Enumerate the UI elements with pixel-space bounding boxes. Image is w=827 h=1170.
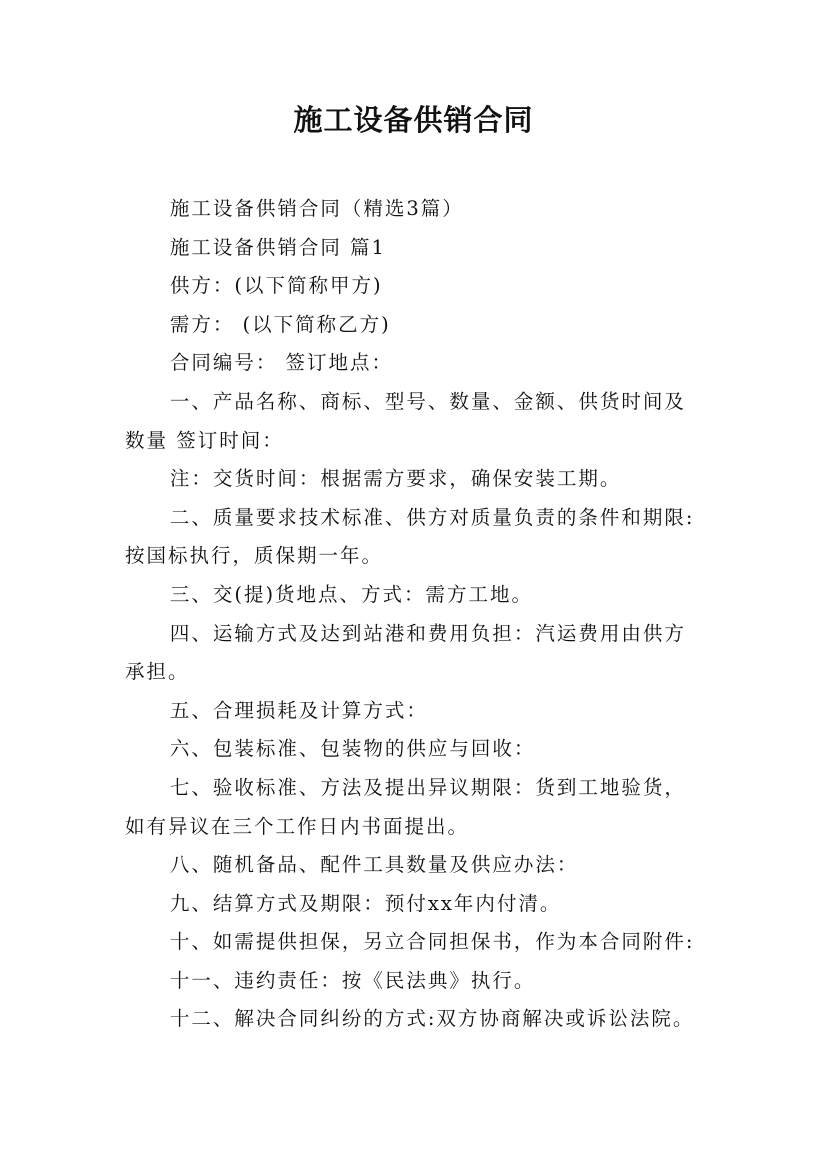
paragraph-article-1: 施工设备供销合同 篇1 xyxy=(169,235,386,259)
paragraph-clause-8: 八、随机备品、配件工具数量及供应办法： xyxy=(169,853,579,877)
paragraph-clause-11: 十一、违约责任：按《民法典》执行。 xyxy=(169,968,536,992)
paragraph-clause-10: 十、如需提供担保，另立合同担保书，作为本合同附件: xyxy=(169,930,695,954)
document-title: 施工设备供销合同 xyxy=(293,103,534,137)
paragraph-buyer: 需方： (以下简称乙方) xyxy=(169,312,391,336)
paragraph-heading-selection: 施工设备供销合同（精选3篇） xyxy=(169,197,464,220)
paragraph-contract-number: 合同编号： 签订地点： xyxy=(169,351,394,375)
document-body xyxy=(125,190,707,1039)
paragraph-clause-2: 二、质量要求技术标准、供方对质量负责的条件和期限:按国标执行，质保期一年。 xyxy=(125,505,695,568)
paragraph-clause-12: 十二、解决合同纠纷的方式:双方协商解决或诉讼法院。 xyxy=(169,1007,695,1031)
paragraph-clause-5: 五、合理损耗及计算方式： xyxy=(169,698,428,722)
paragraph-clause-6: 六、包装标准、包装物的供应与回收： xyxy=(169,737,536,761)
paragraph-clause-9: 九、结算方式及期限：预付xx年内付清。 xyxy=(169,891,562,915)
paragraph-note: 注：交货时间：根据需方要求，确保安装工期。 xyxy=(169,467,622,491)
paragraph-clause-7: 七、验收标准、方法及提出异议期限：货到工地验货，如有异议在三个工作日内书面提出。 xyxy=(125,775,686,838)
paragraph-clause-3: 三、交(提)货地点、方式：需方工地。 xyxy=(169,582,534,606)
paragraph-supplier: 供方：(以下简称甲方) xyxy=(169,274,383,298)
paragraph-clause-4: 四、运输方式及达到站港和费用负担：汽运费用由供方承担。 xyxy=(125,621,686,684)
paragraph-clause-1: 一、产品名称、商标、型号、数量、金额、供货时间及数量 签订时间： xyxy=(125,389,686,452)
